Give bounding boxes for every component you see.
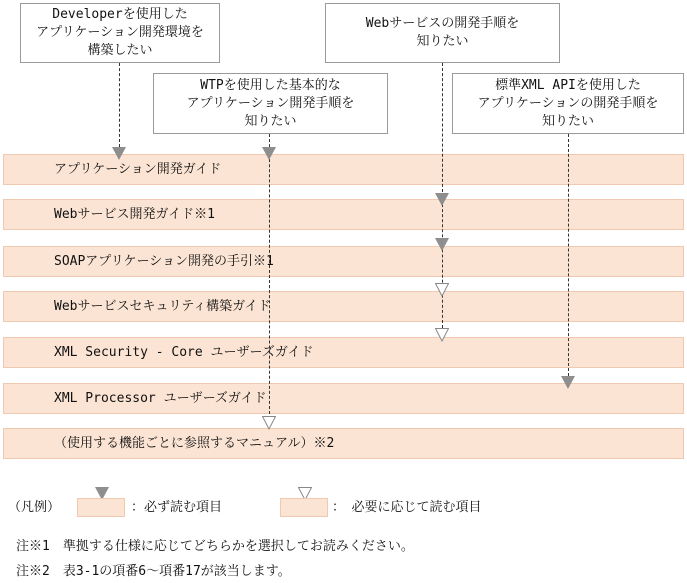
goal-xml-api-text: 標準XML APIを使用した アプリケーションの開発手順を 知りたい [477,77,659,129]
connector-line-developer [119,63,120,147]
optional-arrow-icon [262,416,276,430]
manual-bar-feature-manuals [3,428,684,459]
goal-developer-text: Developerを使用した アプリケーション開発環境を 構築したい [36,7,204,58]
manual-label: XML Processor ユーザーズガイド [54,391,267,406]
legend-required-swatch [77,498,125,517]
optional-arrow-icon [435,283,449,297]
goal-web-service-text: Webサービスの開発手順を 知りたい [365,16,520,49]
manual-label: SOAPアプリケーション開発の手引※1 [54,254,274,269]
required-arrow-icon [435,193,449,206]
manual-bar-xml-security-guide [3,337,684,368]
manual-bar-ws-security-guide [3,291,684,322]
required-arrow-icon [112,147,126,160]
optional-arrow-icon [435,328,449,342]
manual-bar-app-dev-guide [3,154,684,185]
manual-bar-web-service-guide [3,199,684,230]
legend-optional-swatch [280,498,328,517]
goal-box-developer [20,3,220,63]
required-arrow-icon [435,238,449,251]
required-arrow-icon [262,147,276,160]
manual-label: XML Security - Core ユーザーズガイド [54,345,314,360]
manual-label: Webサービスセキュリティ構築ガイド [54,299,271,314]
goal-box-web-service [325,3,560,63]
goal-box-wtp [153,73,388,134]
note-1: 注※1 準拠する仕様に応じてどちらかを選択してお読みください。 [16,539,414,554]
manual-bar-soap-guide [3,246,684,277]
legend-required-label: ：必ず読む項目 [131,500,223,515]
manual-label: アプリケーション開発ガイド [54,162,222,177]
connector-line-wtp [269,134,270,414]
goal-wtp-text: WTPを使用した基本的な アプリケーション開発手順を 知りたい [186,77,355,129]
goal-box-xml-api [452,73,684,134]
manual-label: Webサービス開発ガイド※1 [54,207,215,222]
legend-title: （凡例） [8,500,61,515]
manual-label: （使用する機能ごとに参照するマニュアル）※2 [54,436,335,451]
manual-bar-xml-processor-guide [3,383,684,414]
legend-optional-label: ： 必要に応じて読む項目 [332,500,482,515]
connector-line-xml-api [568,134,569,376]
required-arrow-icon [561,376,575,389]
note-2: 注※2 表3-1の項番6～項番17が該当します。 [16,564,291,579]
